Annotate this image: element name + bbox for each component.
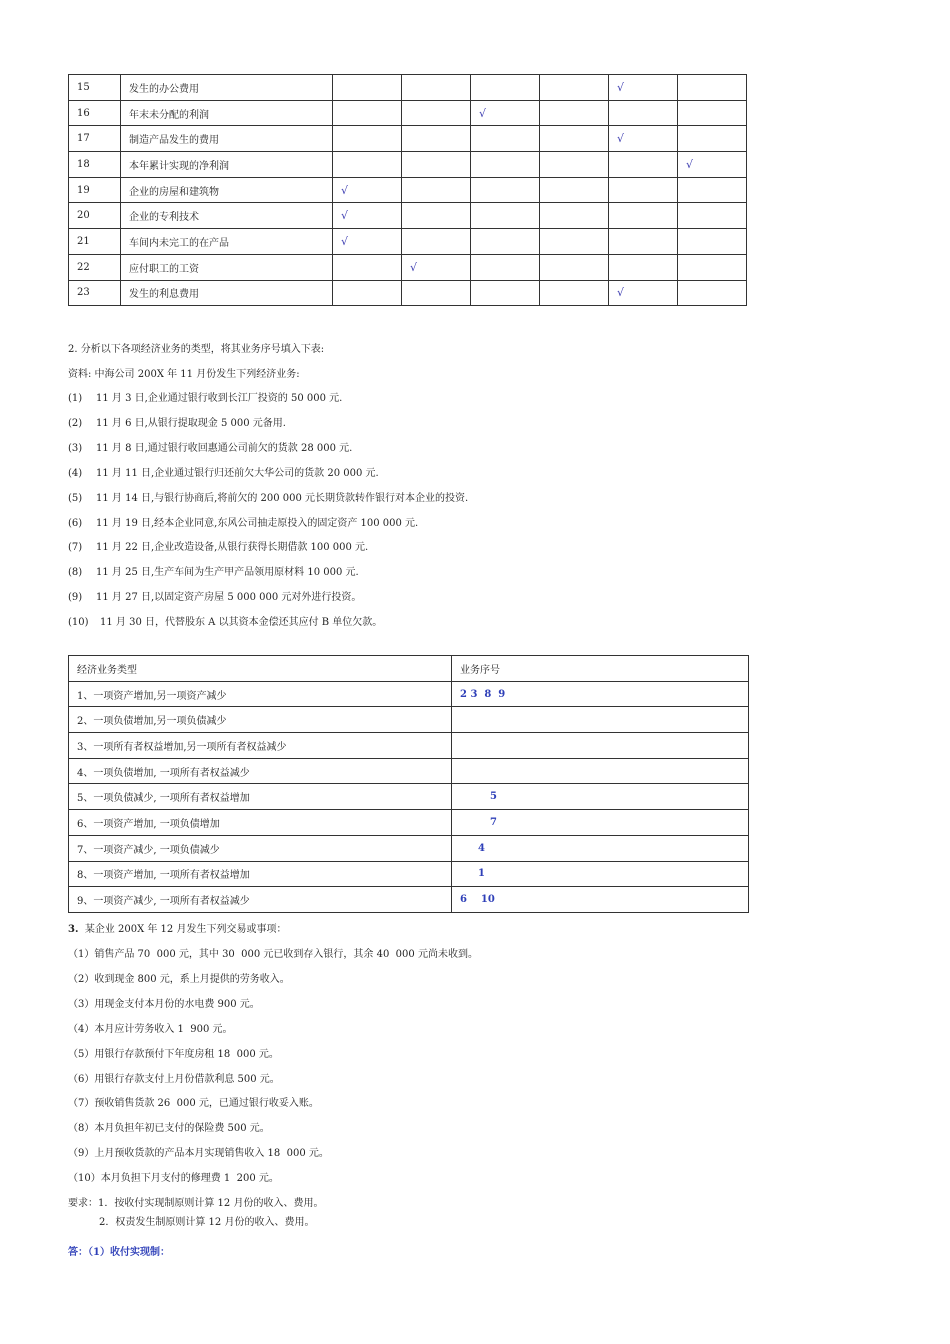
check-cell: [540, 229, 609, 255]
row-number: 23: [69, 280, 121, 306]
table-row: [69, 784, 749, 810]
item-number: (5): [68, 492, 83, 504]
type-cell: 6、一项资产增加, 一项负债增加: [69, 810, 452, 836]
check-cell: [402, 152, 471, 178]
check-cell: [471, 254, 540, 280]
check-cell: [333, 229, 402, 255]
row-label: 本年累计实现的净利润: [121, 152, 333, 178]
check-mark: √: [341, 234, 349, 248]
row-number: 20: [69, 203, 121, 229]
check-cell: [609, 203, 678, 229]
check-cell: [402, 254, 471, 280]
table-row: [69, 177, 747, 203]
q2-item: [68, 613, 382, 628]
q2-item: [68, 588, 361, 603]
check-cell: [540, 203, 609, 229]
row-number: 15: [69, 75, 121, 101]
check-cell: [609, 75, 678, 101]
q2-item: [68, 389, 342, 404]
check-cell: [402, 100, 471, 126]
q3-item: （2）收到现金 800 元，系上月提供的劳务收入。: [68, 973, 290, 985]
seq-cell: [452, 681, 749, 707]
check-cell: [540, 280, 609, 306]
q3-item: （8）本月负担年初已支付的保险费 500 元。: [68, 1123, 270, 1135]
check-cell: [678, 100, 747, 126]
check-cell: [540, 75, 609, 101]
q2-intro: 资料: 中海公司 200X 年 11 月份发生下列经济业务:: [68, 369, 300, 380]
q3-item: （1）销售产品 70 000 元，其中 30 000 元已收到存入银行，其余 40 000 元尚未收到。: [68, 949, 478, 960]
check-cell: [609, 152, 678, 178]
row-label: 企业的专利技术: [121, 203, 333, 229]
q3-item: （5）用银行存款预付下年度房租 18 000 元。: [68, 1048, 279, 1060]
table-row: [69, 887, 749, 913]
answer-heading: 答：（1）收付实现制：: [68, 1247, 170, 1258]
seq-cell: [452, 784, 749, 810]
table-row: [69, 126, 747, 152]
item-text: 11 月 14 日,与银行协商后,将前欠的 200 000 元长期贷款转作银行对本企业的投资.: [96, 492, 469, 504]
q3-item: （10）本月负担下月支付的修理费 1 200 元。: [68, 1173, 279, 1185]
type-cell: 2、一项负债增加,另一项负债减少: [69, 707, 452, 733]
row-number: 16: [69, 100, 121, 126]
row-number: 21: [69, 229, 121, 255]
item-text: 11 月 30 日，代替股东 A 以其资本金偿还其应付 B 单位欠款。: [100, 617, 383, 629]
check-cell: [471, 229, 540, 255]
q2-item: [68, 464, 379, 479]
table-header-row: [69, 656, 749, 682]
table-row: [69, 254, 747, 280]
row-label: 发生的利息费用: [121, 280, 333, 306]
q2-item: [68, 563, 359, 578]
check-cell: [540, 177, 609, 203]
seq-cell: [452, 758, 749, 784]
table-row: [69, 203, 747, 229]
check-cell: [609, 254, 678, 280]
check-cell: [609, 126, 678, 152]
seq-cell: [452, 810, 749, 836]
seq-cell: [452, 733, 749, 759]
row-number: 19: [69, 177, 121, 203]
q3-number: 3.: [68, 924, 79, 935]
item-number: (1): [68, 393, 83, 404]
seq-value: 6 10: [460, 894, 495, 906]
check-cell: [678, 280, 747, 306]
seq-cell: [452, 835, 749, 861]
type-cell: 4、一项负债增加, 一项所有者权益减少: [69, 758, 452, 784]
check-cell: [540, 254, 609, 280]
item-number: (6): [68, 517, 83, 529]
table-row: [69, 152, 747, 178]
table-row: [69, 681, 749, 707]
check-cell: [402, 229, 471, 255]
q3-req1: 要求：1．按收付实现制原则计算 12 月份的收入、费用。: [68, 1198, 324, 1209]
q2-item: [68, 439, 352, 454]
seq-cell: [452, 707, 749, 733]
check-cell: [402, 75, 471, 101]
check-mark: √: [410, 260, 418, 274]
table-row: [69, 835, 749, 861]
check-cell: [678, 177, 747, 203]
item-text: 11 月 3 日,企业通过银行收到长江厂投资的 50 000 元.: [96, 393, 343, 404]
q3-item: （3）用现金支付本月份的水电费 900 元。: [68, 998, 260, 1010]
q3-item: （6）用银行存款支付上月份借款利息 500 元。: [68, 1073, 280, 1085]
seq-value: 1: [478, 868, 485, 880]
seq-value: 4: [478, 842, 485, 854]
check-cell: [402, 203, 471, 229]
check-cell: [609, 100, 678, 126]
row-label: 发生的办公费用: [121, 75, 333, 101]
row-label: 车间内未完工的在产品: [121, 229, 333, 255]
type-cell: 8、一项资产增加, 一项所有者权益增加: [69, 861, 452, 887]
check-mark: √: [341, 209, 349, 223]
table-row: [69, 758, 749, 784]
q3-item: （7）预收销售货款 26 000 元，已通过银行收妥入账。: [68, 1098, 319, 1110]
table-row: [69, 810, 749, 836]
row-number: 17: [69, 126, 121, 152]
check-cell: [678, 229, 747, 255]
row-number: 18: [69, 152, 121, 178]
check-cell: [333, 75, 402, 101]
seq-value: 2 3 8 9: [460, 688, 506, 700]
check-cell: [471, 100, 540, 126]
item-number: (8): [68, 567, 83, 579]
q3-title-text: 某企业 200X 年 12 月发生下列交易或事项：: [84, 924, 287, 935]
business-type-table: [68, 655, 749, 913]
check-cell: [333, 152, 402, 178]
check-cell: [678, 75, 747, 101]
check-mark: √: [479, 106, 487, 120]
item-text: 11 月 25 日,生产车间为生产甲产品领用原材料 10 000 元.: [96, 567, 359, 579]
check-mark: √: [617, 286, 625, 300]
q3-req2: 2．权责发生制原则计算 12 月份的收入、费用。: [99, 1217, 315, 1228]
check-cell: [471, 177, 540, 203]
check-cell: [678, 203, 747, 229]
header-type: 经济业务类型: [69, 656, 452, 682]
table-row: [69, 280, 747, 306]
item-number: (9): [68, 592, 83, 604]
row-label: 制造产品发生的费用: [121, 126, 333, 152]
row-number: 22: [69, 254, 121, 280]
check-cell: [333, 254, 402, 280]
item-number: (7): [68, 542, 83, 554]
check-cell: [402, 177, 471, 203]
check-cell: [402, 126, 471, 152]
item-text: 11 月 19 日,经本企业同意,东风公司抽走原投入的固定资产 100 000 元.: [96, 517, 419, 529]
q2-item: [68, 489, 468, 504]
check-cell: [609, 280, 678, 306]
table-row: [69, 229, 747, 255]
check-cell: [678, 152, 747, 178]
q2-item: [68, 514, 418, 529]
q3-item: （9）上月预收货款的产品本月实现销售收入 18 000 元。: [68, 1148, 329, 1160]
q2-title: 2. 分析以下各项经济业务的类型，将其业务序号填入下表:: [68, 344, 325, 355]
item-number: (10): [68, 617, 89, 629]
item-text: 11 月 27 日,以固定资产房屋 5 000 000 元对外进行投资。: [96, 592, 362, 604]
q2-item: [68, 538, 368, 553]
header-seq: 业务序号: [452, 656, 749, 682]
q2-item: [68, 414, 286, 429]
table-row: [69, 707, 749, 733]
check-cell: [471, 203, 540, 229]
check-cell: [471, 126, 540, 152]
q3-title: [68, 920, 286, 935]
item-number: (2): [68, 417, 83, 429]
check-mark: √: [686, 157, 694, 171]
type-cell: 1、一项资产增加,另一项资产减少: [69, 681, 452, 707]
check-cell: [540, 126, 609, 152]
check-mark: √: [341, 183, 349, 197]
item-text: 11 月 8 日,通过银行收回惠通公司前欠的货款 28 000 元.: [96, 442, 353, 454]
check-mark: √: [617, 80, 625, 94]
item-text: 11 月 11 日,企业通过银行归还前欠大华公司的货款 20 000 元.: [96, 467, 379, 479]
type-cell: 7、一项资产减少, 一项负债减少: [69, 835, 452, 861]
check-cell: [540, 152, 609, 178]
row-label: 企业的房屋和建筑物: [121, 177, 333, 203]
row-label: 应付职工的工资: [121, 254, 333, 280]
type-cell: 9、一项资产减少, 一项所有者权益减少: [69, 887, 452, 913]
check-cell: [678, 254, 747, 280]
check-cell: [333, 177, 402, 203]
item-text: 11 月 22 日,企业改造设备,从银行获得长期借款 100 000 元.: [96, 542, 369, 554]
seq-cell: [452, 887, 749, 913]
type-cell: 5、一项负债减少, 一项所有者权益增加: [69, 784, 452, 810]
q3-item: （4）本月应计劳务收入 1 900 元。: [68, 1023, 233, 1035]
seq-value: 7: [490, 816, 497, 828]
table-row: [69, 75, 747, 101]
check-cell: [678, 126, 747, 152]
check-mark: √: [617, 132, 625, 146]
item-number: (3): [68, 442, 83, 454]
item-number: (4): [68, 467, 83, 479]
check-cell: [609, 229, 678, 255]
check-cell: [333, 203, 402, 229]
classification-table: [68, 74, 747, 306]
row-label: 年末未分配的利润: [121, 100, 333, 126]
check-cell: [609, 177, 678, 203]
seq-value: 5: [490, 791, 497, 803]
check-cell: [333, 100, 402, 126]
check-cell: [471, 75, 540, 101]
check-cell: [402, 280, 471, 306]
table-row: [69, 100, 747, 126]
type-cell: 3、一项所有者权益增加,另一项所有者权益减少: [69, 733, 452, 759]
table-row: [69, 861, 749, 887]
check-cell: [471, 280, 540, 306]
check-cell: [540, 100, 609, 126]
check-cell: [333, 126, 402, 152]
table-row: [69, 733, 749, 759]
item-text: 11 月 6 日,从银行提取现金 5 000 元备用.: [96, 417, 286, 429]
check-cell: [333, 280, 402, 306]
seq-cell: [452, 861, 749, 887]
check-cell: [471, 152, 540, 178]
